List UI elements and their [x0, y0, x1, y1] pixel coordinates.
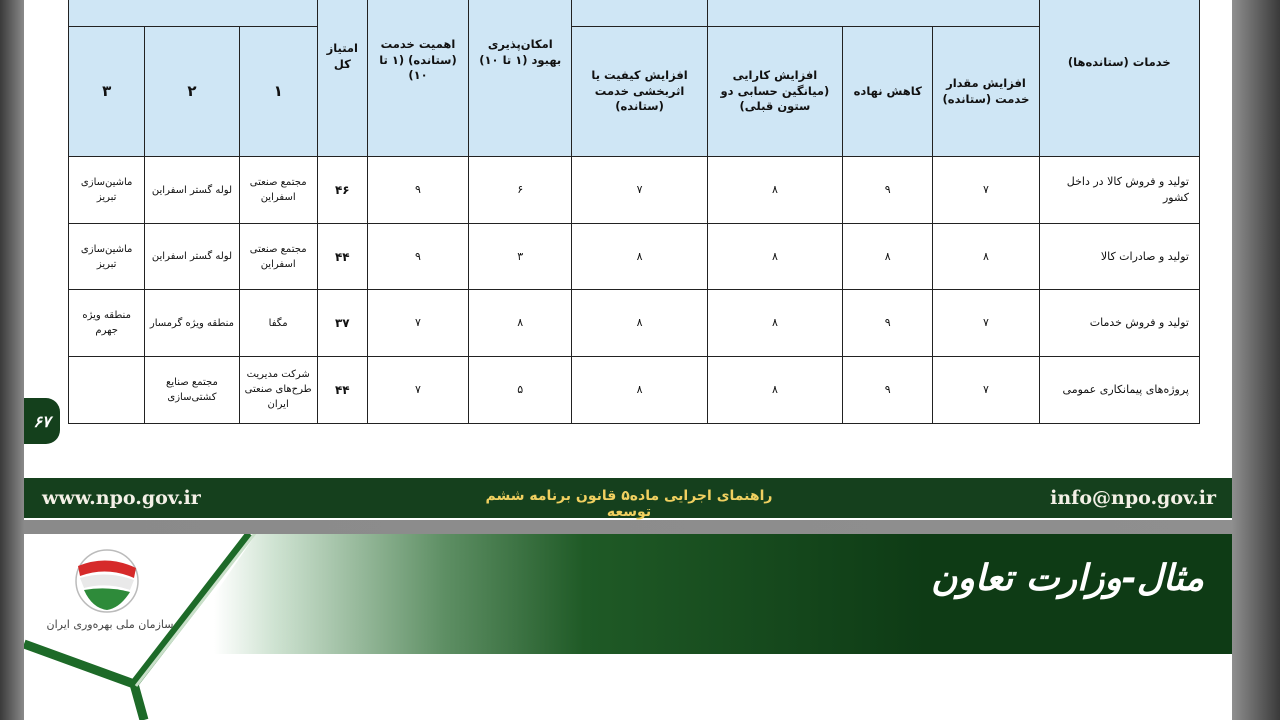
cell-service: پروژه‌های پیمانکاری عمومی	[1039, 356, 1199, 423]
header-increase-quality: افزایش کیفیت یا اثربخشی خدمت (ستانده)	[572, 27, 707, 157]
header-total-score: امتیاز کل	[317, 0, 367, 157]
cell-efficiency: ۸	[707, 356, 842, 423]
cell-quantity: ۷	[933, 157, 1039, 224]
cell-priority-2: لوله گستر اسفراین	[145, 224, 239, 290]
header-priority-2: ۲	[145, 27, 239, 157]
cell-total: ۴۴	[317, 356, 367, 423]
cell-inputs: ۹	[843, 157, 933, 224]
cell-possibility: ۸	[469, 290, 572, 356]
header-increase-quantity: افزایش مقدار خدمت (ستانده)	[933, 27, 1039, 157]
cell-priority-1: شرکت مدیریت طرح‌های صنعتی ایران	[239, 356, 317, 423]
footer-title: راهنمای اجرایی ماده۵ قانون برنامه ششم توسعه	[485, 488, 773, 520]
cell-importance: ۹	[367, 157, 468, 224]
document-page	[24, 0, 1232, 520]
cell-total: ۳۷	[317, 290, 367, 356]
cell-efficiency: ۸	[707, 290, 842, 356]
cell-quantity: ۷	[933, 290, 1039, 356]
cell-priority-1: مگفا	[239, 290, 317, 356]
page-number: ۶۷	[24, 398, 60, 444]
cell-possibility: ۶	[469, 157, 572, 224]
header-improvement-group	[707, 0, 1039, 27]
table-row	[69, 356, 1200, 423]
table-row	[69, 224, 1200, 290]
cell-priority-1: مجتمع صنعتی اسفراین	[239, 157, 317, 224]
cell-efficiency: ۸	[707, 157, 842, 224]
cell-service: تولید و صادرات کالا	[1039, 224, 1199, 290]
header-priority-1: ۱	[239, 27, 317, 157]
cell-possibility: ۳	[469, 224, 572, 290]
footer-bar	[24, 478, 1232, 518]
header-increase-efficiency: افزایش کارایی (میانگین حسابی دو ستون قبلی)	[707, 27, 842, 157]
cell-priority-1: مجتمع صنعتی اسفراین	[239, 224, 317, 290]
header-services: خدمات (ستانده‌ها)	[1039, 0, 1199, 157]
header-importance: اهمیت خدمت (ستانده) (۱ تا ۱۰)	[367, 0, 468, 157]
cell-service: تولید و فروش خدمات	[1039, 290, 1199, 356]
header-priority-3: ۳	[69, 27, 145, 157]
cell-importance: ۹	[367, 224, 468, 290]
header-priority-group	[69, 0, 318, 27]
slide-page	[24, 534, 1232, 720]
cell-quality: ۸	[572, 224, 707, 290]
cell-importance: ۷	[367, 290, 468, 356]
cell-quality: ۸	[572, 356, 707, 423]
table-row	[69, 290, 1200, 356]
slide-title: مثال-وزارت تعاون	[931, 558, 1204, 599]
cell-efficiency: ۸	[707, 224, 842, 290]
cell-inputs: ۹	[843, 356, 933, 423]
cell-possibility: ۵	[469, 356, 572, 423]
cell-importance: ۷	[367, 356, 468, 423]
cell-quality: ۷	[572, 157, 707, 224]
cell-quantity: ۷	[933, 356, 1039, 423]
cell-priority-2: منطقه ویژه گرمسار	[145, 290, 239, 356]
table-row	[69, 157, 1200, 224]
footer-email[interactable]: info@npo.gov.ir	[1050, 487, 1216, 509]
cell-priority-3: منطقه ویژه جهرم	[69, 290, 145, 356]
cell-priority-3	[69, 356, 145, 423]
cell-inputs: ۸	[843, 224, 933, 290]
cell-total: ۴۴	[317, 224, 367, 290]
header-quality-group	[572, 0, 707, 27]
cell-inputs: ۹	[843, 290, 933, 356]
cell-service: تولید و فروش کالا در داخل کشور	[1039, 157, 1199, 224]
header-possibility: امکان‌پذیری بهبود (۱ تا ۱۰)	[469, 0, 572, 157]
cell-quantity: ۸	[933, 224, 1039, 290]
header-reduce-inputs: کاهش نهاده	[843, 27, 933, 157]
organization-name: سازمان ملی بهره‌وری ایران	[46, 618, 174, 631]
cell-priority-2: مجتمع صنایع کشتی‌سازی	[145, 356, 239, 423]
cell-priority-3: ماشین‌سازی تبریز	[69, 157, 145, 224]
cell-priority-3: ماشین‌سازی تبریز	[69, 224, 145, 290]
cell-quality: ۸	[572, 290, 707, 356]
cell-priority-2: لوله گستر اسفراین	[145, 157, 239, 224]
footer-website[interactable]: www.npo.gov.ir	[42, 487, 201, 509]
npo-logo	[72, 546, 142, 616]
cell-total: ۴۶	[317, 157, 367, 224]
service-priority-table	[68, 0, 1200, 424]
